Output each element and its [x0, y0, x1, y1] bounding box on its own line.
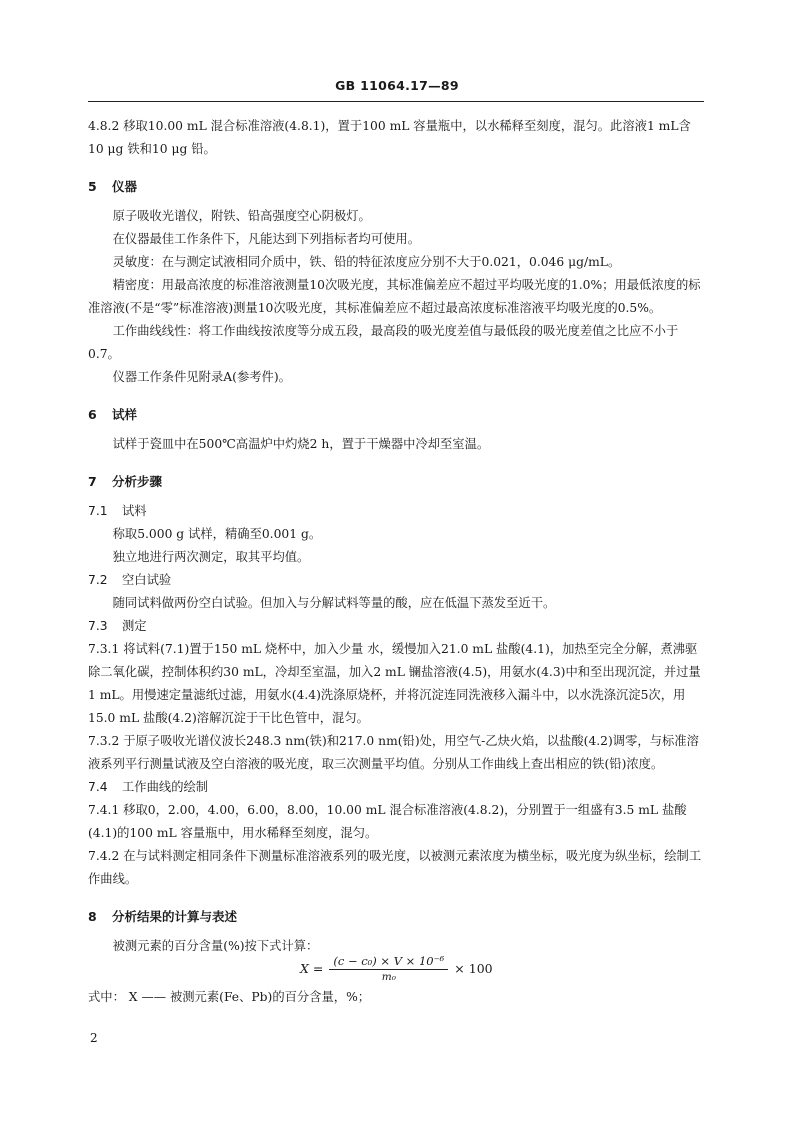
heading-title: 空白试验	[122, 573, 172, 587]
section-heading	[88, 403, 704, 426]
subsection-heading	[88, 615, 704, 638]
header-rule	[88, 101, 704, 102]
paragraph: 4.8.2 移取10.00 mL 混合标准溶液(4.8.1)，置于100 mL 容量瓶中，以水稀释至刻度，混匀。此溶液1 mL含10 μg 铁和10 μg 铅。	[88, 119, 691, 156]
paragraph: 7.4.2 在与试料测定相同条件下测量标准溶液系列的吸光度，以被测元素浓度为横坐标，吸光度为纵坐标，绘制工作曲线。	[88, 849, 702, 886]
section-heading	[88, 905, 704, 928]
paragraph: 仪器工作条件见附录A(参考件)。	[112, 370, 291, 384]
paragraph: 精密度：用最高浓度的标准溶液测量10次吸光度，其标准偏差应不超过平均吸光度的1.0%；用最低浓度的标准溶液(不是“零”标准溶液)测量10次吸光度，其标准偏差应不超过最高浓度标准溶液平均吸光度的0.5%。	[88, 278, 701, 315]
heading-number: 7.3	[88, 619, 108, 633]
paragraph: 原子吸收光谱仪，附铁、铅高强度空心阴极灯。	[112, 209, 371, 223]
formula-rhs: × 100	[454, 960, 493, 976]
heading-number: 7.1	[88, 504, 108, 518]
section-heading	[88, 175, 704, 198]
paragraph: 在仪器最佳工作条件下，凡能达到下列指标者均可使用。	[112, 232, 421, 246]
page-number: 2	[90, 1031, 98, 1045]
running-header: GB 11064.17—89	[335, 78, 459, 93]
heading-title: 工作曲线的绘制	[122, 780, 209, 794]
subsection-heading	[88, 569, 704, 592]
heading-title: 仪器	[112, 179, 138, 194]
formula-fraction	[329, 954, 448, 983]
formula-variable-definition: 式中： X —— 被测元素(Fe、Pb)的百分含量，%；	[88, 990, 371, 1004]
paragraph: 称取5.000 g 试样，精确至0.001 g。	[112, 527, 322, 541]
document-body	[88, 115, 704, 958]
section-gap	[88, 389, 704, 397]
heading-number: 7.4	[88, 780, 108, 794]
section-gap	[88, 161, 704, 169]
heading-number: 7	[88, 474, 97, 489]
paragraph: 随同试料做两份空白试验。但加入与分解试料等量的酸，应在低温下蒸发至近干。	[112, 596, 556, 610]
heading-title: 试样	[112, 407, 138, 422]
paragraph: 7.3.1 将试料(7.1)置于150 mL 烧杯中，加入少量 水，缓慢加入21.0 mL 盐酸(4.1)，加热至完全分解，煮沸驱除二氧化碳，控制体积约30 mL，冷却至室温，加入2 mL 镧盐溶液(4.5)，用氨水(4.3)中和至出现沉淀，并过量1 mL。用慢速定量滤纸过滤，用氨水(4.4)洗涤原烧杯，并将沉淀连同洗液移入漏斗中，以水洗涤沉淀5次，用15.0 mL 盐酸(4.2)溶解沉淀于干比色管中，混匀。	[88, 642, 701, 725]
subsection-heading	[88, 776, 704, 799]
section-gap	[88, 891, 704, 899]
paragraph: 7.4.1 移取0，2.00，4.00，6.00，8.00，10.00 mL 混合标准溶液(4.8.2)，分别置于一组盛有3.5 mL 盐酸(4.1)的100 mL 容量瓶中，用水稀释至刻度，混匀。	[88, 803, 687, 840]
section-heading	[88, 470, 704, 493]
heading-number: 6	[88, 407, 97, 422]
paragraph: 独立地进行两次测定，取其平均值。	[112, 550, 310, 564]
paragraph: 灵敏度：在与测定试液相同介质中，铁、铅的特征浓度应分别不大于0.021，0.046 μg/mL。	[112, 255, 621, 269]
heading-title: 分析步骤	[112, 474, 163, 489]
formula	[300, 950, 493, 986]
heading-number: 8	[88, 909, 97, 924]
paragraph: 试样于瓷皿中在500℃高温炉中灼烧2 h，置于干燥器中冷却至室温。	[112, 437, 490, 451]
paragraph: 工作曲线线性：将工作曲线按浓度等分成五段，最高段的吸光度差值与最低段的吸光度差值之比应不小于0.7。	[88, 324, 679, 361]
heading-number: 7.2	[88, 573, 108, 587]
formula-denominator: m₀	[381, 970, 396, 983]
section-gap	[88, 456, 704, 464]
heading-title: 分析结果的计算与表述	[112, 909, 238, 924]
paragraph: 被测元素的百分含量(%)按下式计算：	[112, 939, 319, 953]
heading-title: 试料	[122, 504, 147, 518]
formula-lhs: X =	[300, 960, 324, 976]
heading-number: 5	[88, 179, 97, 194]
formula-numerator: (c − c₀) × V × 10⁻⁶	[329, 954, 448, 970]
paragraph: 7.3.2 于原子吸收光谱仪波长248.3 nm(铁)和217.0 nm(铅)处，用空气-乙炔火焰，以盐酸(4.2)调零，与标准溶液系列平行测量试液及空白溶液的吸光度，取三次测量平均值。分别从工作曲线上查出相应的铁(铅)浓度。	[88, 734, 699, 771]
subsection-heading	[88, 500, 704, 523]
heading-title: 测定	[122, 619, 147, 633]
